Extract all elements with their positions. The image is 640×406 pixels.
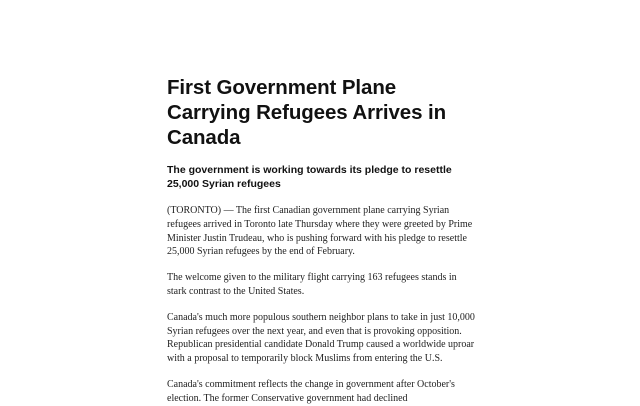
article-headline: First Government Plane Carrying Refugees Arrives in Canada [167, 76, 446, 149]
article-paragraph: Canada's much more populous southern neighbor plans to take in just 10,000 Syrian refugees over the next year, and even that is provoking opposition. Republican presidential candidate Donald Trump caused a worldwide uproar with a proposal to temporarily block Muslims from entering the U.S. [167, 311, 475, 365]
article-paragraph: (TORONTO) — The first Canadian government plane carrying Syrian refugees arrived in Toronto late Thursday where they were greeted by Prime Minister Justin Trudeau, who is pushing forward with his pledge to resettle 25,000 Syrian refugees by the end of February. [167, 205, 473, 258]
article-paragraph: Canada's commitment reflects the change in government after October's election. The former Conservative government had declined [167, 378, 455, 404]
article-subheadline: The government is working towards its pledge to resettle 25,000 Syrian refugees [167, 164, 452, 190]
article [167, 75, 477, 406]
article-paragraph: The welcome given to the military flight carrying 163 refugees stands in stark contrast to the United States. [167, 272, 457, 297]
